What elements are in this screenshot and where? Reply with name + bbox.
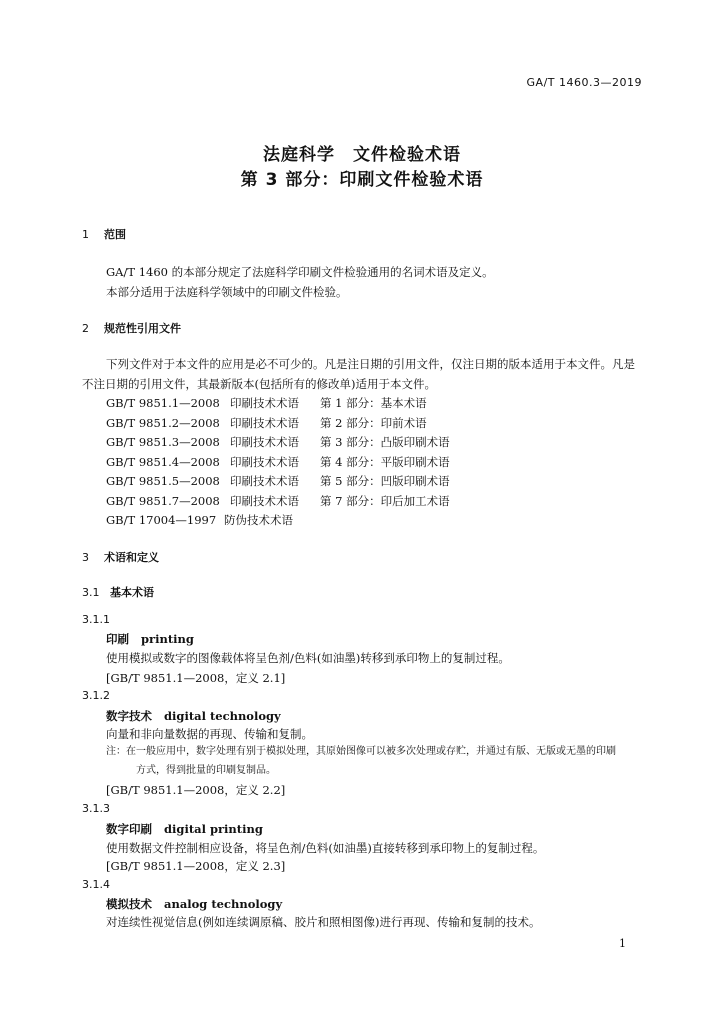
normative-references-paragraph: 下列文件对于本文件的应用是必不可少的。凡是注日期的引用文件，仅注日期的版本适用于本文件。凡是不注日期的引用文件，其最新版本(包括所有的修改单)适用于本文件。 [82,357,635,391]
scope-paragraph-1: GA/T 1460 的本部分规定了法庭科学印刷文件检验通用的名词术语及定义。 [106,265,494,279]
subsection-title: 基本术语 [110,586,154,599]
term-definition: 使用数据文件控制相应设备，将呈色剂/色料(如油墨)直接转移到承印物上的复制过程。 [106,841,545,855]
standard-code: GA/T 1460.3—2019 [526,76,642,89]
term-source: [GB/T 9851.1—2008，定义 2.3] [106,859,286,873]
term-number: 3.1.4 [82,878,110,891]
term-number: 3.1.3 [82,802,110,815]
term-definition: 对连续性视觉信息(例如连续调原稿、胶片和照相图像)进行再现、传输和复制的技术。 [106,915,541,929]
term-number: 3.1.1 [82,613,110,626]
section-title: 范围 [104,228,126,241]
section-2-heading [82,320,181,336]
term-note: 注：在一般应用中，数字处理有别于模拟处理，其原始图像可以被多次处理或存贮，并通过有版、无版或无墨的印刷 方式，得到批量的印刷复制品。 [106,746,616,776]
reference-list [106,394,450,531]
reference-item: GB/T 9851.5—2008 印刷技术术语 第 5 部分：凹版印刷术语 [106,474,450,488]
page-number: 1 [619,937,626,950]
term-source: [GB/T 9851.1—2008，定义 2.1] [106,671,286,685]
term-definition: 使用模拟或数字的图像载体将呈色剂/色料(如油墨)转移到承印物上的复制过程。 [106,651,510,665]
title-line-1: 法庭科学 文件检验术语 [263,145,461,165]
reference-item: GB/T 9851.1—2008 印刷技术术语 第 1 部分：基本术语 [106,396,427,410]
term-definition: 向量和非向量数据的再现、传输和复制。 [106,727,313,741]
section-1-heading [82,226,126,242]
scope-paragraph-2: 本部分适用于法庭科学领域中的印刷文件检验。 [106,285,348,299]
term-heading: 数字技术 digital technology [106,709,281,723]
term-number: 3.1.2 [82,689,110,702]
term-heading: 印刷 printing [106,632,194,646]
term-heading: 模拟技术 analog technology [106,897,283,911]
subsection-3-1-heading [82,584,154,600]
reference-item: GB/T 9851.3—2008 印刷技术术语 第 3 部分：凸版印刷术语 [106,435,450,449]
subsection-number: 3.1 [82,586,100,599]
reference-item: GB/T 9851.7—2008 印刷技术术语 第 7 部分：印后加工术语 [106,493,450,508]
term-heading: 数字印刷 digital printing [106,822,263,836]
section-3-heading [82,549,159,565]
reference-item: GB/T 17004—1997 防伪技术术语 [106,513,293,527]
section-number: 3 [82,551,89,564]
section-title: 术语和定义 [104,551,159,564]
reference-item: GB/T 9851.2—2008 印刷技术术语 第 2 部分：印前术语 [106,415,427,430]
section-number: 1 [82,228,89,241]
section-title: 规范性引用文件 [104,322,181,335]
title-line-2: 第 3 部分：印刷文件检验术语 [240,170,484,190]
section-number: 2 [82,322,89,335]
term-source: [GB/T 9851.1—2008，定义 2.2] [106,783,286,797]
reference-item: GB/T 9851.4—2008 印刷技术术语 第 4 部分：平版印刷术语 [106,454,450,469]
